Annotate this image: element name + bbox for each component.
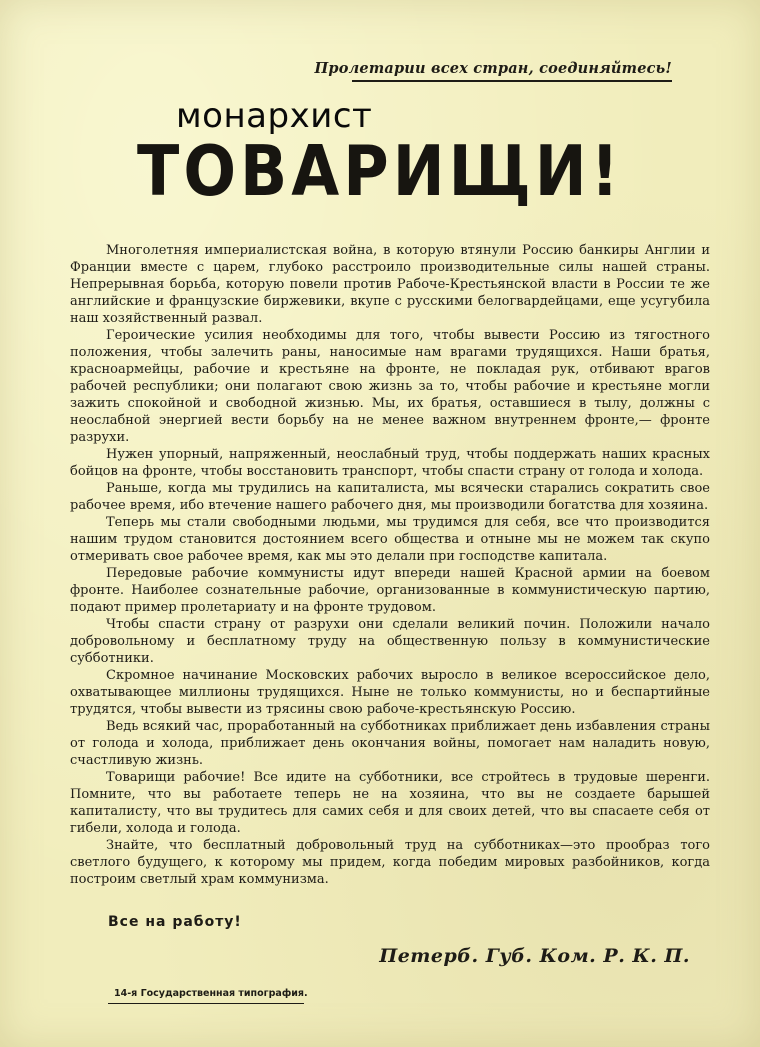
- paragraph: Ведь всякий час, проработанный на субботниках приближает день избавления страны от голода и холода, приближает день окончания войны, помогает нам наладить новую, счастливую жизнь.: [70, 719, 710, 768]
- page-title: ТОВАРИЩИ!: [137, 130, 623, 212]
- paragraph: Нужен упорный, напряженный, неослабный труд, чтобы поддержать наших красных бойцов на фронте, чтобы восстановить транспорт, чтобы спасти страну от голода и холода.: [70, 447, 710, 479]
- slogan: Пролетарии всех стран, соединяйтесь!: [314, 60, 672, 77]
- paragraph: Теперь мы стали свободными людьми, мы трудимся для себя, все что производится нашим трудом становится достоянием всего общества и отныне мы не можем так скупо отмеривать свое рабочее время, как мы это делали при господстве капитала.: [70, 515, 710, 564]
- paragraph: Раньше, когда мы трудились на капиталиста, мы всячески старались сократить свое рабочее время, ибо втечение нашего рабочего дня, мы производили богатства для хозяина.: [70, 481, 710, 513]
- leaflet-body: [70, 242, 710, 888]
- paragraph: Чтобы спасти страну от разрухи они сделали великий почин. Положили начало добровольному и бесплатному труду на общественную пользу в коммунистические субботники.: [70, 617, 710, 666]
- signature: Петерб. Губ. Ком. Р. К. П.: [379, 945, 690, 967]
- paragraph: Передовые рабочие коммунисты идут впереди нашей Красной армии на боевом фронте. Наиболее сознательные рабочие, организованные в коммунистическую партию, подают пример пролетариату и на фронте трудовом.: [70, 566, 710, 615]
- slogan-underline: [352, 80, 672, 82]
- overlay-label: монархист: [176, 96, 373, 136]
- printer-imprint: 14-я Государственная типография.: [114, 988, 308, 999]
- callout: Все на работу!: [108, 914, 242, 930]
- paragraph: Многолетняя империалистская война, в которую втянули Россию банкиры Англии и Франции вместе с царем, глубоко расстроило производительные силы нашей страны. Непрерывная борьба, которую повели против Рабоче-Крестьянской власти в России те же английские и французские биржевики, вкупе с русскими белогвардейцами, еще усугубила наш хозяйственный развал.: [70, 243, 710, 326]
- paragraph: Товарищи рабочие! Все идите на субботники, все стройтесь в трудовые шеренги. Помните, что вы работаете теперь не на хозяина, что вы не создаете барышей капиталисту, что вы трудитесь для самих себя и для своих детей, что вы спасаете себя от гибели, холода и голода.: [70, 770, 710, 836]
- paragraph: Знайте, что бесплатный добровольный труд на субботниках—это прообраз того светлого будущего, к которому мы придем, когда победим мировых разбойников, когда построим светлый храм коммунизма.: [70, 838, 710, 887]
- paragraph: Героические усилия необходимы для того, чтобы вывести Россию из тягостного положения, чтобы залечить раны, наносимые нам врагами трудящихся. Наши братья, красноармейцы, рабочие и крестьяне на фронте, не покладая рук, отбивают врагов рабочей республики; они полагают свою жизнь за то, чтобы рабочие и крестьяне могли зажить спокойной и свободной жизнью. Мы, их братья, оставшиеся в тылу, должны с неослабной энергией вести борьбу на не менее важном внутреннем фронте,— фронте разрухи.: [70, 328, 710, 445]
- printer-rule: [108, 1003, 304, 1004]
- paragraph: Скромное начинание Московских рабочих выросло в великое всероссийское дело, охватывающее миллионы трудящихся. Ныне не только коммунисты, но и беспартийные трудятся, чтобы вывести из трясины свою рабоче-крестьянскую Россию.: [70, 668, 710, 717]
